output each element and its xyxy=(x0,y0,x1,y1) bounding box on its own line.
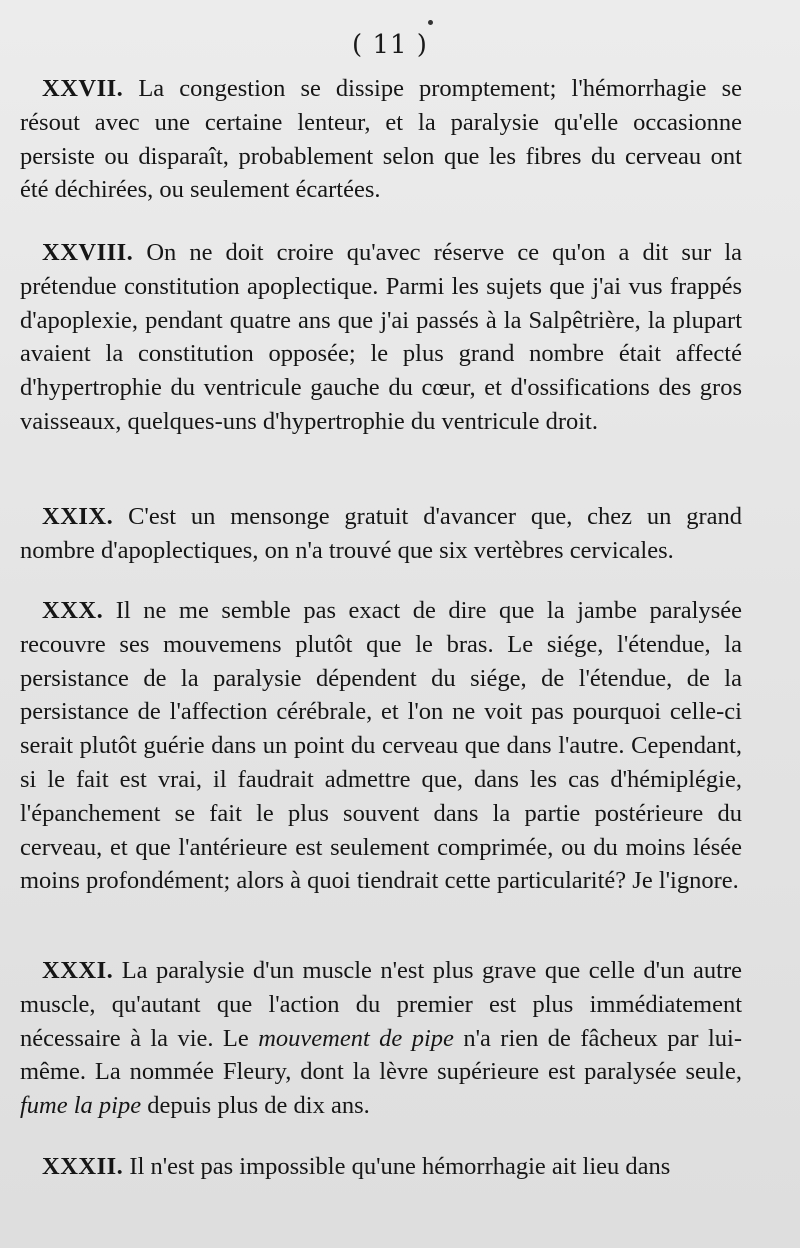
paragraph-number: XXIX. xyxy=(42,503,114,530)
paragraph-text-part: n'a rien de fâcheux par lui-même. La nommée Fleury, dont la lèvre supérieure est paralysée seule, xyxy=(20,1024,743,1086)
paragraph-text: On ne doit croire qu'avec réserve ce qu'on a dit sur la prétendue constitution apoplectique. Parmi les sujets que j'ai vus frappés d'apoplexie, pendant quatre ans que j'ai passés à la Salpêtrière, la plupart avaient la constitution opposée; le plus grand nombre était affecté d'hypertrophie du ventricule gauche du cœur, et d'ossifications des gros vaisseaux, quelques-uns d'hypertrophie du ventricule droit. xyxy=(20,239,742,435)
paragraph-number: XXVIII. xyxy=(42,239,134,266)
paragraph-number: XXXII. xyxy=(42,1153,124,1180)
paragraph-text: Il ne me semble pas exact de dire que la jambe paralysée recouvre ses mouvemens plutôt que le bras. Le siége, l'étendue, la persistance de la paralysie dépendent du siége, de l'étendue, de la persistance de l'affection cérébrale, et l'on ne voit pas pourquoi celle-ci serait plutôt guérie dans un point du cerveau que dans l'autre. Cependant, si le fait est vrai, il faudrait admettre que, dans les cas d'hémiplégie, l'épanchement se fait le plus souvent dans la partie postérieure du cerveau, et que l'antérieure est seulement comprimée, ou du moins lésée moins profondément; alors à quoi tiendrait cette particularité? Je l'ignore. xyxy=(20,597,743,895)
paragraph-xxx xyxy=(20,594,742,898)
paragraph-xxix xyxy=(20,500,742,568)
paragraph-text: La congestion se dissipe promptement; l'hémorrhagie se résout avec une certaine lenteur, et la paralysie qu'elle occasionne persiste ou disparaît, probablement selon que les fibres du cerveau ont été déchirées, ou seulement écartées. xyxy=(20,75,743,204)
paragraph-xxxii xyxy=(20,1150,742,1184)
italic-phrase: mouvement de pipe xyxy=(258,1024,454,1052)
italic-phrase: fume la pipe xyxy=(20,1092,142,1120)
paragraph-xxvii xyxy=(20,72,742,207)
paragraph-number: XXXI. xyxy=(42,957,114,984)
paragraph-text-part: La paralysie d'un muscle n'est plus grave que celle d'un autre muscle, qu'autant que l'action du premier est plus immédiatement nécessaire à la vie. Le xyxy=(20,957,743,1052)
paragraph-text-part: depuis plus de dix ans. xyxy=(141,1092,370,1120)
ink-speck xyxy=(428,20,433,25)
paragraph-xxxi xyxy=(20,954,742,1123)
page-number: ( 11 ) xyxy=(352,30,428,60)
paragraph-xxviii xyxy=(20,236,742,439)
paragraph-text: C'est un mensonge gratuit d'avancer que, chez un grand nombre d'apoplectiques, on n'a trouvé que six vertèbres cervicales. xyxy=(20,503,743,564)
paragraph-number: XXVII. xyxy=(42,75,124,102)
paragraph-text: Il n'est pas impossible qu'une hémorrhagie ait lieu dans xyxy=(129,1153,671,1180)
paragraph-number: XXX. xyxy=(42,597,104,624)
